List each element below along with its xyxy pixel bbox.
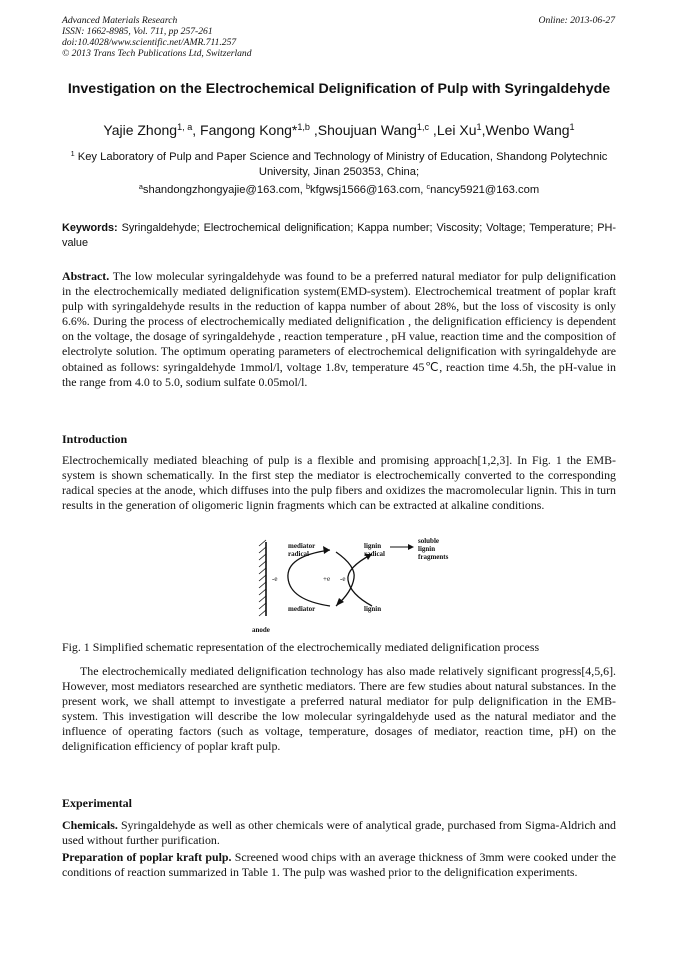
label-electron-loss: -e [272, 575, 278, 583]
figure-caption: Fig. 1 Simplified schematic representation of the electrochemically mediated delignification process [62, 640, 540, 654]
issn-line: ISSN: 1662-8985, Vol. 711, pp 257-261 [62, 26, 213, 37]
keywords-text: Syringaldehyde; Electrochemical delignification; Kappa number; Viscosity; Voltage; Temperature; PH-value [62, 222, 616, 249]
author-name: Yajie Zhong [103, 122, 178, 138]
journal-metadata [62, 15, 252, 59]
label-soluble-fragments: lignin [418, 545, 436, 553]
introduction-paragraph-2: The electrochemically mediated delignification technology has also made relatively significant progress[4,5,6]. However, most mediators researched are synthetic mediators. There are few studies about natural substances. In the present work, we shall attempt to investigate a preferred natural mediator for pulp delignification in the EMB-system. This investigation will describe the low molecular syringaldehyde used as the natural mediator and the influence of operating factors (such as voltage, temperature, dosages of mediator, reaction time, pH) on the delignification efficiency of poplar kraft pulp. [62, 664, 616, 754]
author-affiliation-mark: 1 [569, 122, 575, 132]
label-lignin: lignin [364, 605, 382, 613]
email-link[interactable]: shandongzhongyajie@163.com, [142, 184, 306, 196]
chemicals-label: Chemicals. [62, 818, 118, 832]
email-mark: a [138, 182, 143, 191]
author-affiliation-mark: 1, a [177, 122, 193, 132]
author-affiliation-mark: 1 [476, 122, 482, 132]
label-lignin-radical: radical [364, 550, 385, 558]
chemicals-text: Syringaldehyde as well as other chemicals were of analytical grade, purchased from Sigma-Aldrich and used without further purification. [62, 818, 616, 848]
introduction-paragraph-1: Electrochemically mediated bleaching of pulp is a flexible and promising approach[1,2,3]. In Fig. 1 the EMB-system is shown schematically. In the first step the mediator is electrochemically converted to the corresponding radical species at the anode, which diffuses into the pulp fibers and oxidizes the macromolecular lignin. This in turn results in the generation of oligomeric lignin fragments which can be extracted at alkaline conditions. [62, 453, 616, 513]
label-electron-loss: -e [340, 575, 346, 583]
doi-line: doi:10.4028/www.scientific.net/AMR.711.257 [62, 37, 237, 48]
author-name: Wenbo Wang [485, 122, 570, 138]
author-separator: , [481, 122, 486, 138]
lignin-cycle-arc [348, 554, 372, 606]
email-link[interactable]: kfgwsj1566@163.com, [310, 184, 427, 196]
arrow-head [323, 546, 330, 554]
label-mediator-radical: mediator [288, 542, 316, 550]
keywords-label: Keywords: [62, 222, 118, 234]
experimental-heading: Experimental [62, 796, 132, 810]
journal-name: Advanced Materials Research [62, 15, 178, 26]
label-lignin-radical: lignin [364, 542, 382, 550]
author-affiliation-mark: 1,b [297, 122, 310, 132]
label-electron-gain: +e [323, 575, 331, 583]
anode-hatching [259, 540, 266, 616]
introduction-heading: Introduction [62, 432, 128, 446]
author-separator: , [429, 122, 437, 138]
author-list [62, 122, 616, 138]
abstract-text: The low molecular syringaldehyde was found to be a preferred natural mediator for pulp delignification in the electrochemically mediated delignification system(EMD-system). Electrochemical treatment of poplar kraft pulp with syringaldehyde results in the reduction of kappa number of about 28%, but the loss of viscosity is only 6.6%. During the process of electrochemically mediated delignification , the delignification efficiency is dependent on the voltage, the dosage of syringaldehyde , reaction temperature , pH value, reaction time and the composition of electrolyte solution. The optimum operating parameters of electrochemical delignification with syringaldehyde are obtained as follows: syringaldehyde 1mmol/l, voltage 1.8v, temperature 45℃, reaction time 4.5h, the pH-value in the range from 4.0 to 5.0, sodium sulfate 0.05mol/l. [62, 269, 616, 389]
copyright-line: © 2013 Trans Tech Publications Ltd, Switzerland [62, 48, 252, 59]
label-soluble-fragments: fragments [418, 553, 449, 561]
pulp-preparation-paragraph [62, 850, 616, 880]
keywords [62, 221, 616, 251]
pulp-preparation-label: Preparation of poplar kraft pulp. [62, 850, 232, 864]
label-soluble-fragments: soluble [418, 537, 440, 545]
label-mediator: mediator [288, 605, 316, 613]
email-list [62, 184, 616, 196]
affiliation-text: Key Laboratory of Pulp and Paper Science and Technology of Ministry of Education, Shandong Polytechnic University, Jinan 250353, China; [77, 151, 608, 178]
pulp-preparation-text: Screened wood chips with an average thickness of 3mm were cooked under the conditions of reaction summarized in Table 1. The pulp was washed prior to the delignification experiments. [62, 850, 616, 880]
emb-schematic-figure [250, 536, 450, 636]
author-name: Fangong Kong* [200, 122, 298, 138]
abstract [62, 269, 616, 390]
author-name: Shoujuan Wang [317, 122, 417, 138]
email-mark: b [306, 182, 311, 191]
author-separator: , [310, 122, 318, 138]
author-name: Lei Xu [436, 122, 477, 138]
author-separator: , [192, 122, 201, 138]
email-mark: c [426, 182, 431, 191]
online-date: Online: 2013-06-27 [538, 15, 615, 26]
arrow-head [408, 544, 414, 550]
email-link[interactable]: nancy5921@163.com [430, 184, 540, 196]
abstract-label: Abstract. [62, 269, 110, 283]
paper-title: Investigation on the Electrochemical Delignification of Pulp with Syringaldehyde [67, 81, 611, 97]
label-anode: anode [252, 626, 270, 634]
author-affiliation-mark: 1,c [416, 122, 430, 132]
affiliation-mark: 1 [70, 149, 75, 158]
chemicals-paragraph [62, 818, 616, 848]
label-mediator-radical: radical [288, 550, 309, 558]
affiliation [62, 150, 616, 179]
